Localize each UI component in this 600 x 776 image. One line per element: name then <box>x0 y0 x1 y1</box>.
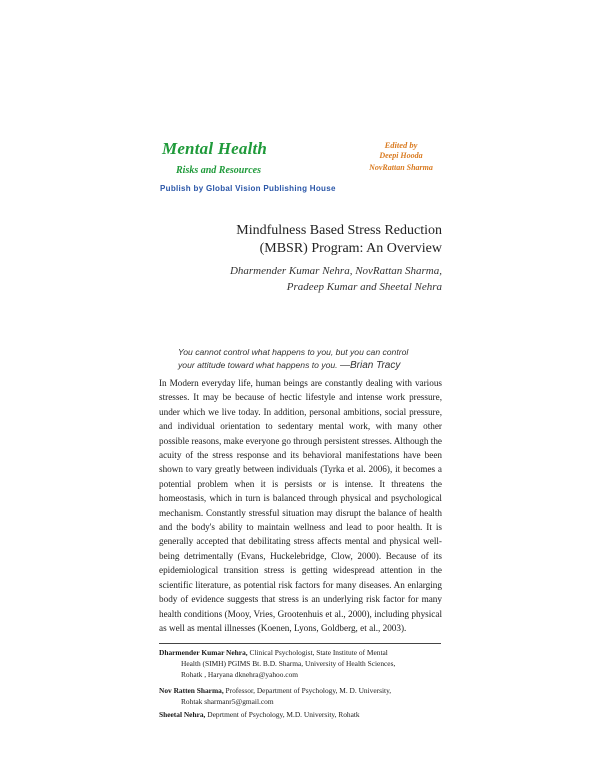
footnote-author: Nov Ratten Sharma, <box>159 686 224 695</box>
footnote <box>159 709 442 720</box>
book-title: Mental Health <box>162 139 268 158</box>
editors-block <box>360 140 442 174</box>
footnote-text: Deprtment of Psychology, M.D. University, Rohatk <box>207 710 360 719</box>
footnote-divider <box>159 643 441 644</box>
chapter-title <box>142 222 442 258</box>
epigraph <box>178 346 440 372</box>
epigraph-text: your attitude toward what happens to you. <box>178 360 338 370</box>
footnote-author: Sheetal Nehra, <box>159 710 206 719</box>
footnote <box>159 685 442 707</box>
epigraph-line: You cannot control what happens to you, but you can control <box>178 347 409 357</box>
footnote-author: Dharmender Kumar Nehra, <box>159 648 248 657</box>
authors-line: Pradeep Kumar and Sheetal Nehra <box>286 281 442 293</box>
epigraph-line-2 <box>178 359 440 372</box>
footnote-text: Professor, Department of Psychology, M. D. University, <box>225 686 392 695</box>
authors-line: Dharmender Kumar Nehra, NovRattan Sharma, <box>229 265 442 277</box>
editor-name: Deepi Hooda <box>379 151 423 160</box>
body-paragraph: In Modern everyday life, human beings are constantly dealing with various stresses. It may be because of hectic lifestyle and intense work pressure, under which we live today. In addition, personal ambitions, social pressure, and individual orientation to sedentary mental work, with many other possible reasons, make everyone go through persistent stresses. Although the acuity of the stress response and its behavioral manifestations have been shown to vary greatly between individuals (Tyrka et al. 2006), it becomes a potential problem when it is persists or is intense. It threatens the homeostasis, which in turn is balanced through physical and psychological mechanism. Constantly stressful situation may disrupt the balance of health and the body's ability to maintain wellness and lead to poor health. It is generally accepted that debilitating stress affects mental and physical well-being detrimentally (Evans, Huckelebridge, Clow, 2000). Because of its epidemiological transition stress is getting widespread attention in the scientific literature, as potential risk factors for many diseases. An enlarging body of evidence suggests that stress is an underlying risk factor for many health conditions (Mooy, Vries, Grootenhuis et al., 2000), including physical as well as mental illnesses (Koenen, Lyons, Goldberg, et al., 2003). <box>159 378 442 633</box>
book-subtitle: Risks and Resources <box>176 165 262 176</box>
chapter-authors <box>142 263 442 295</box>
edited-by-label: Edited by <box>384 140 418 150</box>
chapter-title-line: (MBSR) Program: An Overview <box>259 241 442 256</box>
footnote-text: Rohatk , Haryana dknehra@yahoo.com <box>181 670 299 679</box>
chapter-title-line: Mindfulness Based Stress Reduction <box>236 223 442 238</box>
footnote <box>159 647 442 680</box>
footnote-text: Clinical Psychologist, State Institute of Mental <box>249 648 388 657</box>
epigraph-attribution: —Brian Tracy <box>339 360 401 371</box>
footnote-text: Health (SIMH) PGIMS Bt. B.D. Sharma, University of Health Sciences, <box>181 659 396 668</box>
footnote-text: Rohtak sharmanr5@gmail.com <box>181 697 274 706</box>
editor-name: NovRattan Sharma <box>369 163 433 172</box>
publisher-line: Publish by Global Vision Publishing House <box>160 184 336 193</box>
